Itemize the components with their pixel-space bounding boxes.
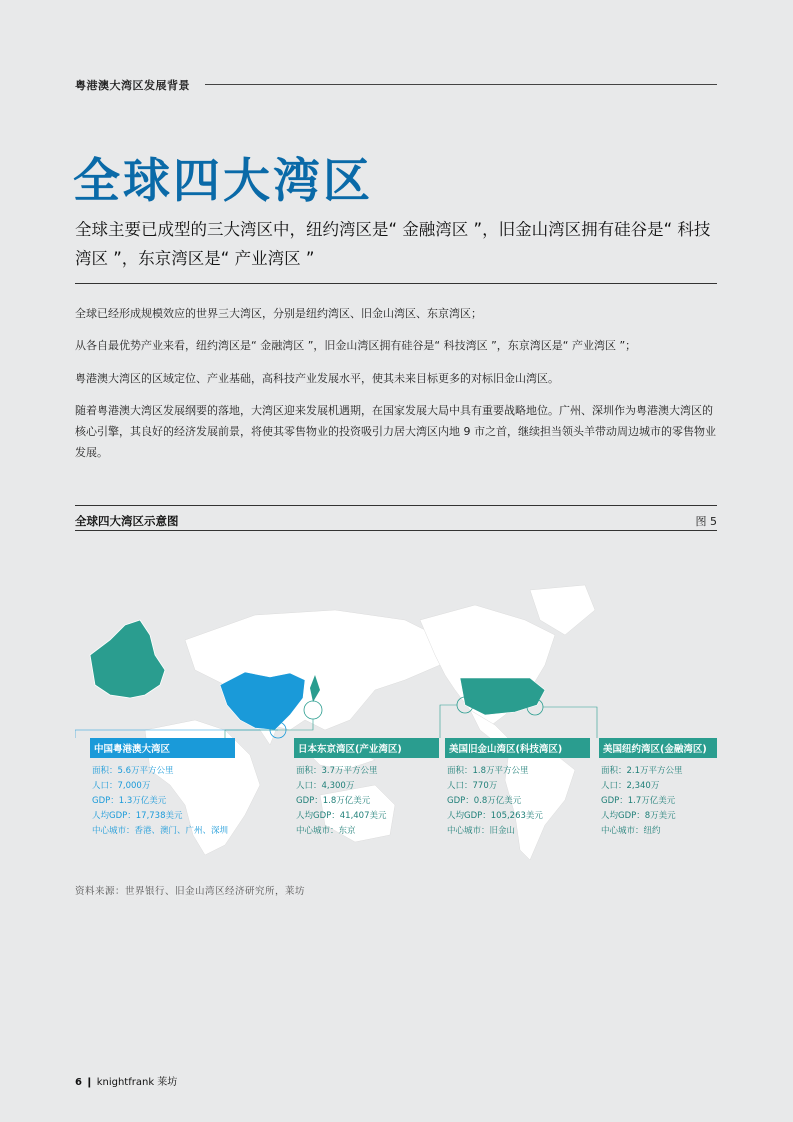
page-number: 6 xyxy=(75,1077,82,1088)
panel-population: 人口：7,000万 xyxy=(92,781,151,791)
ny-callout-line xyxy=(543,707,597,738)
panel-gdp-per-capita: 人均GDP：41,407美元 xyxy=(296,811,387,821)
panel-gdp: GDP：1.7万亿美元 xyxy=(601,796,676,806)
panel-area: 面积：2.1万平方公里 xyxy=(601,766,683,776)
panel-title: 美国旧金山湾区(科技湾区) xyxy=(445,738,590,758)
asia-landmass xyxy=(185,610,440,730)
panel-area: 面积：3.7万平方公里 xyxy=(296,766,378,776)
panel-gdp: GDP：1.8万亿美元 xyxy=(296,796,371,806)
panel-cities: 中心城市：东京 xyxy=(296,826,356,836)
panel-cities: 中心城市：旧金山 xyxy=(447,826,516,836)
panel-area: 面积：1.8万平方公里 xyxy=(447,766,529,776)
figure-bottom-rule xyxy=(75,530,717,531)
page-footer xyxy=(75,1073,177,1088)
panel-gba xyxy=(90,738,235,839)
paragraph-1: 全球已经形成规模效应的世界三大湾区，分别是纽约湾区、旧金山湾区、东京湾区； xyxy=(75,307,482,320)
panel-gdp: GDP：1.3万亿美元 xyxy=(92,796,167,806)
lead-divider xyxy=(75,283,717,284)
paragraph-3: 粤港澳大湾区的区域定位、产业基础，高科技产业发展水平，使其未来目标更多的对标旧金山湾区。 xyxy=(75,372,559,385)
panel-gdp-per-capita: 人均GDP：17,738美元 xyxy=(92,811,183,821)
panel-cities: 中心城市：纽约 xyxy=(601,826,661,836)
panel-gdp-per-capita: 人均GDP：105,263美元 xyxy=(447,811,543,821)
panel-gdp: GDP：0.8万亿美元 xyxy=(447,796,522,806)
panel-population: 人口：4,300万 xyxy=(296,781,355,791)
figure-number: 图 5 xyxy=(695,515,717,528)
source-note: 资料来源：世界银行、旧金山湾区经济研究所，莱坊 xyxy=(75,886,306,897)
page-title: 全球四大湾区 xyxy=(73,154,373,209)
section-label: 粤港澳大湾区发展背景 xyxy=(75,79,190,92)
panel-population: 人口：2,340万 xyxy=(601,781,660,791)
panel-title: 日本东京湾区(产业湾区) xyxy=(294,738,439,758)
panel-population: 人口：770万 xyxy=(447,781,498,791)
panel-gdp-per-capita: 人均GDP：8万美元 xyxy=(601,811,676,821)
footer-separator: ❙ xyxy=(85,1077,97,1088)
sf-callout-line xyxy=(440,705,457,738)
paragraph-4: 随着粤港澳大湾区发展纲要的落地，大湾区迎来发展机遇期，在国家发展大局中具有重要战略地位。广州、深圳作为粤港澳大湾区的核心引擎，其良好的经济发展前景，将使其零售物业的投资吸引力居大湾区内地 9 市之首，继续担当领头羊带动周边城市的零售物业发展。 xyxy=(75,404,716,459)
lead-text: 全球主要已成型的三大湾区中，纽约湾区是“ 金融湾区 ”，旧金山湾区拥有硅谷是“ 科技湾区 ”，东京湾区是“ 产业湾区 ” xyxy=(75,220,711,268)
paragraph-2: 从各自最优势产业来看，纽约湾区是“ 金融湾区 ”，旧金山湾区拥有硅谷是“ 科技湾区 ”，东京湾区是“ 产业湾区 ”； xyxy=(75,339,637,352)
panel-ny xyxy=(599,738,717,839)
panel-title: 美国纽约湾区(金融湾区) xyxy=(599,738,717,758)
section-divider xyxy=(205,84,717,85)
panel-cities: 中心城市：香港、澳门、广州、深圳 xyxy=(92,826,229,836)
footer-brand: knightfrank 莱坊 xyxy=(96,1077,178,1088)
panel-tokyo xyxy=(294,738,439,839)
europe-region xyxy=(90,620,165,698)
figure-top-rule xyxy=(75,505,717,506)
panel-title: 中国粤港澳大湾区 xyxy=(90,738,235,758)
panel-sf xyxy=(445,738,590,839)
panel-area: 面积：5.6万平方公里 xyxy=(92,766,174,776)
figure-title: 全球四大湾区示意图 xyxy=(75,514,179,528)
